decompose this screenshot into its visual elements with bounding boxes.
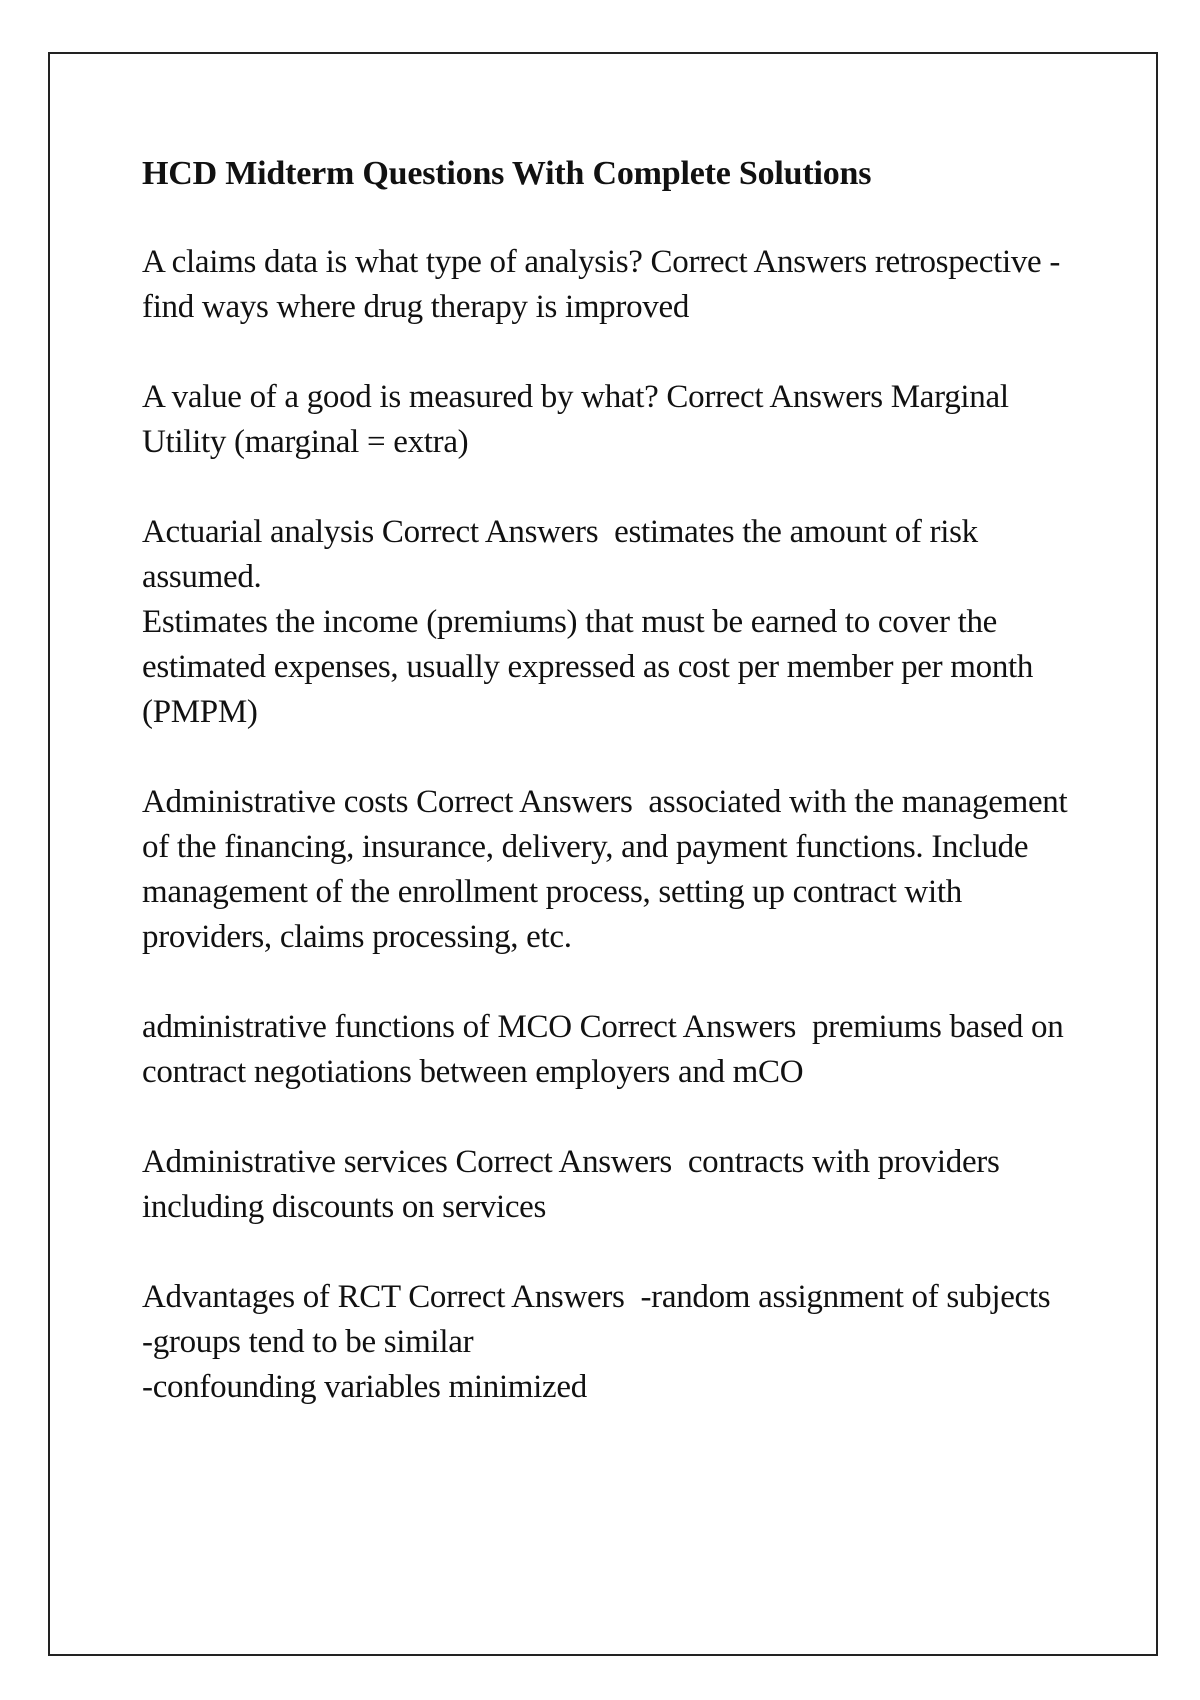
qa-entry-administrative-functions bbox=[142, 1005, 1082, 1095]
qa-entry-administrative-costs bbox=[142, 780, 1082, 960]
qa-text: Administrative services Correct Answers contracts with providers including discounts on services bbox=[142, 1144, 1008, 1225]
qa-text: -confounding variables minimized bbox=[142, 1369, 587, 1405]
qa-text: A claims data is what type of analysis? Correct Answers retrospective - find ways where drug therapy is improved bbox=[142, 244, 1068, 325]
qa-entry-advantages-rct bbox=[142, 1275, 1082, 1410]
qa-text: A value of a good is measured by what? Correct Answers Marginal Utility (marginal = extra) bbox=[142, 379, 1017, 460]
qa-text: -groups tend to be similar bbox=[142, 1324, 474, 1360]
document-title: HCD Midterm Questions With Complete Solutions bbox=[142, 155, 872, 192]
qa-entry-administrative-services bbox=[142, 1140, 1082, 1230]
qa-text: Actuarial analysis Correct Answers estimates the amount of risk assumed. bbox=[142, 514, 986, 595]
document-content bbox=[142, 152, 1082, 1455]
qa-text: Estimates the income (premiums) that must be earned to cover the estimated expenses, usually expressed as cost per member per month (PMPM) bbox=[142, 604, 1042, 730]
qa-text: administrative functions of MCO Correct Answers premiums based on contract negotiations between employers and mCO bbox=[142, 1009, 1072, 1090]
qa-entry-claims-data bbox=[142, 240, 1082, 330]
qa-text: Administrative costs Correct Answers associated with the management of the financing, insurance, delivery, and payment functions. Include management of the enrollment process, setting up contract with providers, claims processing, etc. bbox=[142, 784, 1076, 955]
qa-entry-actuarial-analysis bbox=[142, 510, 1082, 735]
qa-text: Advantages of RCT Correct Answers -random assignment of subjects bbox=[142, 1279, 1051, 1315]
qa-entry-value-of-good bbox=[142, 375, 1082, 465]
